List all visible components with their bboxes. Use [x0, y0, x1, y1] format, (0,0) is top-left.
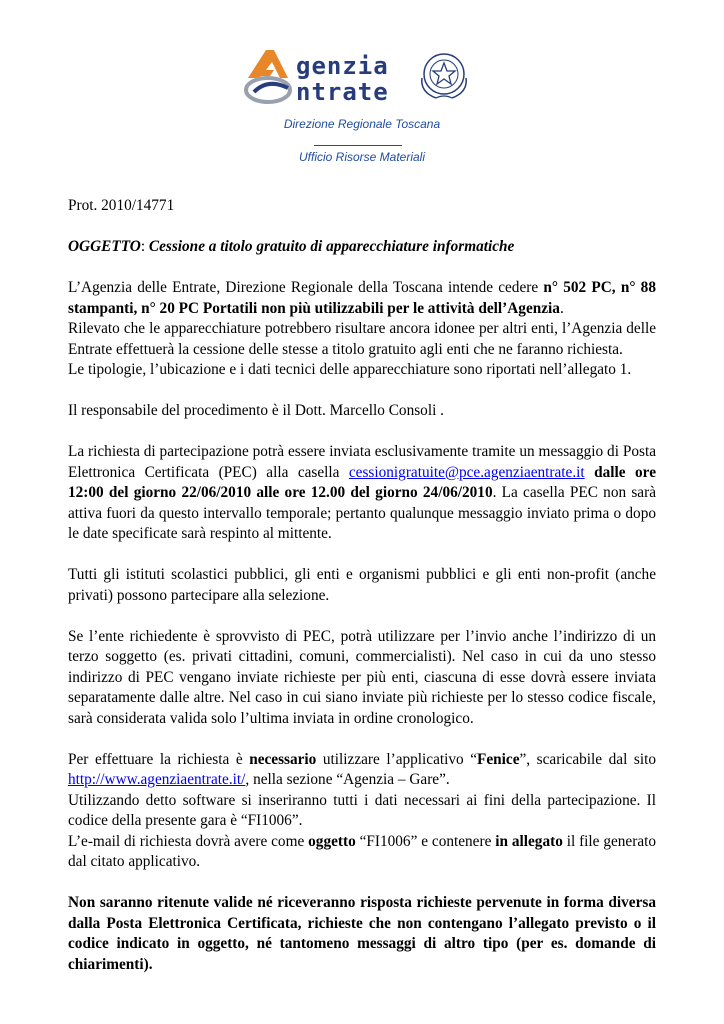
paragraph-warning — [68, 893, 656, 975]
protocol-number: Prot. 2010/14771 — [68, 197, 175, 214]
fenice-necessario: necessario — [249, 750, 317, 768]
paragraph-software: Utilizzando detto software si inseriranno tutti i dati necessari ai fini della partecipazione. Il codice della presente gara è “FI1006”. — [68, 791, 656, 829]
intro-text: L’Agenzia delle Entrate, Direzione Regionale della Toscana intende cedere — [68, 279, 544, 296]
paragraph-responsabile: Il responsabile del procedimento è il Dott. Marcello Consoli . — [68, 402, 444, 419]
direzione-regionale: Direzione Regionale Toscana — [283, 117, 441, 131]
email-allegato: in allegato — [495, 832, 563, 850]
warning-text: Non saranno ritenute valide né riceveranno risposta richieste pervenute in forma diversa dalla Posta Elettronica Certificata, richieste che non contengano l’allegato previsto o il codice indicato in oggetto, né tantomeno messaggi di altro tipo (per es. domande di chiarimenti). — [68, 894, 656, 973]
email-oggetto: oggetto — [308, 832, 356, 850]
subject-line: OGGETTO: Cessione a titolo gratuito di apparecchiature informatiche — [68, 238, 515, 255]
richiesta-text: La richiesta di partecipazione potrà essere inviata esclusivamente tramite un messaggio di Posta Elettronica Certificata (PEC) alla casella — [68, 443, 656, 481]
letter-body — [68, 196, 656, 996]
subject-text: Cessione a titolo gratuito di apparecchiature informatiche — [148, 238, 515, 255]
paragraph-email-oggetto — [68, 832, 656, 873]
fenice-name: Fenice — [477, 750, 520, 768]
logo-word-genzia: genzia — [296, 52, 389, 80]
email-text-a: L’e-mail di richiesta dovrà avere come — [68, 832, 309, 850]
agenzia-site-link[interactable]: http://www.agenziaentrate.it/ — [68, 771, 246, 788]
logo-word-ntrate: ntrate — [296, 78, 389, 106]
paragraph-tipologie: Le tipologie, l’ubicazione e i dati tecnici delle apparecchiature sono riportati nell’allegato 1. — [68, 361, 632, 378]
richiesta-note: . La casella PEC non sarà attiva fuori da questo intervallo temporale; pertanto qualunque messaggio inviato prima o dopo le date specificate sarà respinto al mittente. — [68, 484, 656, 542]
intro-period: . — [559, 299, 564, 317]
fenice-text-f: , nella sezione “Agenzia – Gare”. — [245, 771, 450, 788]
paragraph-rilevato: Rilevato che le apparecchiature potrebbero risultare ancora idonee per altri enti, l’Agenzia delle Entrate effettuerà la cessione delle stesse a titolo gratuito agli enti che ne faranno richiesta. — [68, 320, 656, 358]
italian-republic-emblem-icon — [414, 48, 474, 102]
letterhead — [0, 44, 724, 174]
fenice-text-c: utilizzare l’applicativo “ — [316, 750, 478, 768]
header-divider — [314, 145, 402, 146]
fenice-text-e: ”, scaricabile dal sito — [519, 750, 656, 768]
paragraph-istituti: Tutti gli istituti scolastici pubblici, gli enti e organismi pubblici e gli enti non-profit (anche privati) possono partecipare alla selezione. — [68, 566, 656, 604]
fenice-text-a: Per effettuare la richiesta è — [68, 750, 250, 768]
pec-email-link[interactable]: cessionigratuite@pce.agenziaentrate.it — [348, 463, 585, 481]
ufficio-risorse: Ufficio Risorse Materiali — [298, 150, 426, 164]
subject-label: OGGETTO — [68, 238, 141, 255]
intro-quantities: n° 502 PC, n° 88 stampanti, n° 20 PC Portatili non più utilizzabili per le attività dell’Agenzia — [68, 279, 656, 317]
paragraph-intro — [68, 278, 656, 319]
paragraph-fenice — [68, 750, 656, 791]
email-text-c: “FI1006” e contenere — [355, 832, 496, 850]
agenzia-entrate-logo — [244, 44, 484, 106]
richiesta-dates: dalle ore 12:00 del giorno 22/06/2010 alle ore 12.00 del giorno 24/06/2010 — [68, 463, 656, 501]
paragraph-pec: Se l’ente richiedente è sprovvisto di PEC, potrà utilizzare per l’invio anche l’indirizzo di un terzo soggetto (es. privati cittadini, comuni, commercialisti). Nel caso in cui da uno stesso indirizzo di PEC vengano inviate richieste per più enti, ciascuna di esse dovrà essere inviata separatamente dalle altre. Nel caso in cui siano inviate più richieste per lo stesso codice fiscale, sarà considerata valida solo l’ultima inviata in ordine cronologico. — [68, 627, 656, 727]
logo-a-icon — [244, 48, 300, 104]
email-text-e: il file generato dal citato applicativo. — [68, 832, 657, 870]
paragraph-richiesta — [68, 442, 656, 545]
